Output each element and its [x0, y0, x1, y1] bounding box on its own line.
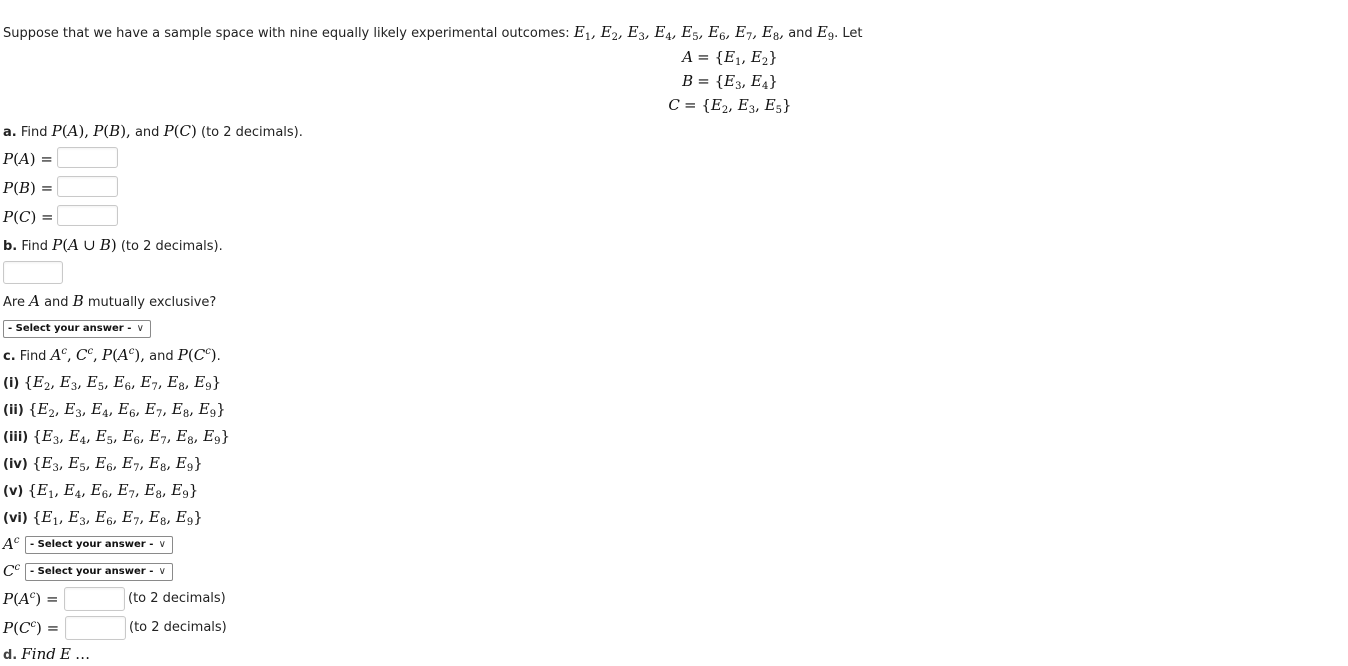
cc-select[interactable]: - Select your answer - ∨	[25, 563, 173, 581]
pcc-row: $P(C^c)$ =	[3, 619, 60, 637]
option-v: (v) {$E_1$, $E_4$, $E_6$, $E_7$, $E_8$, $E_9$}	[3, 481, 199, 501]
option-iv: (iv) {$E_3$, $E_5$, $E_6$, $E_7$, $E_8$, $E_9$}	[3, 454, 203, 474]
pb-input[interactable]	[57, 176, 118, 197]
part-a-label: a.	[3, 125, 17, 140]
pc-input[interactable]	[57, 205, 118, 226]
ac-select[interactable]: - Select your answer - ∨	[25, 536, 173, 554]
pac-note: (to 2 decimals)	[128, 591, 226, 606]
option-i: (i) {$E_2$, $E_3$, $E_5$, $E_6$, $E_7$, $E_8$, $E_9$}	[3, 373, 222, 393]
pa-row: P(A) =	[3, 150, 53, 168]
exclusive-select[interactable]: - Select your answer - ∨	[3, 320, 151, 338]
intro-text: Suppose that we have a sample space with nine equally likely experimental outcomes:	[3, 26, 570, 41]
part-b-label: b.	[3, 239, 18, 254]
option-iii: (iii) {$E_3$, $E_4$, $E_5$, $E_6$, $E_7$, $E_8$, $E_9$}	[3, 427, 231, 447]
chevron-down-icon: ∨	[136, 323, 144, 334]
exclusive-question: Are A and B mutually exclusive?	[3, 292, 217, 310]
chevron-down-icon: ∨	[158, 566, 166, 577]
pb-row: P(B) =	[3, 179, 54, 197]
set-b-definition: $B = \{E_3$, $E_4$}	[682, 72, 778, 92]
pa-input[interactable]	[57, 147, 118, 168]
pcc-note: (to 2 decimals)	[129, 620, 227, 635]
set-c-definition: $C = \{E_2$, $E_3$, $E_5$}	[668, 96, 792, 116]
union-input[interactable]	[3, 261, 63, 284]
intro-outcomes: $E_1$, $E_2$, $E_3$, $E_4$, $E_5$, $E_6$, $E_7$, $E_8$,	[573, 23, 785, 43]
part-c-label: c.	[3, 349, 16, 364]
part-c-question: c. Find $A^c$, $C^c$, $P(A^c)$, and $P(C^c)$.	[3, 346, 221, 364]
problem-intro: Suppose that we have a sample space with nine equally likely experimental outcomes: $E_1$, $E_2$, $E_3$, $E_4$, $E_5$, $E_6$, $E_7$, $E_8$, and $E_9$. Let	[3, 23, 863, 43]
pac-row: $P(A^c)$ =	[3, 590, 59, 608]
pcc-input[interactable]	[65, 616, 126, 640]
pac-input[interactable]	[64, 587, 125, 611]
ac-label: $A^c$	[3, 535, 20, 553]
pc-row: P(C) =	[3, 208, 54, 226]
next-part-cutoff: d. Find E …	[3, 645, 91, 663]
part-b-question: b. Find P(A ∪ B) (to 2 decimals).	[3, 236, 223, 254]
option-ii: (ii) {$E_2$, $E_3$, $E_4$, $E_6$, $E_7$, $E_8$, $E_9$}	[3, 400, 226, 420]
intro-tail: . Let	[834, 26, 863, 41]
part-a-question: a. Find P(A), P(B), and P(C) (to 2 decimals).	[3, 122, 303, 140]
cc-label: $C^c$	[3, 562, 21, 580]
set-a-definition: $A = \{E_1$, $E_2$}	[682, 48, 778, 68]
option-vi: (vi) {$E_1$, $E_3$, $E_6$, $E_7$, $E_8$, $E_9$}	[3, 508, 203, 528]
chevron-down-icon: ∨	[158, 539, 166, 550]
